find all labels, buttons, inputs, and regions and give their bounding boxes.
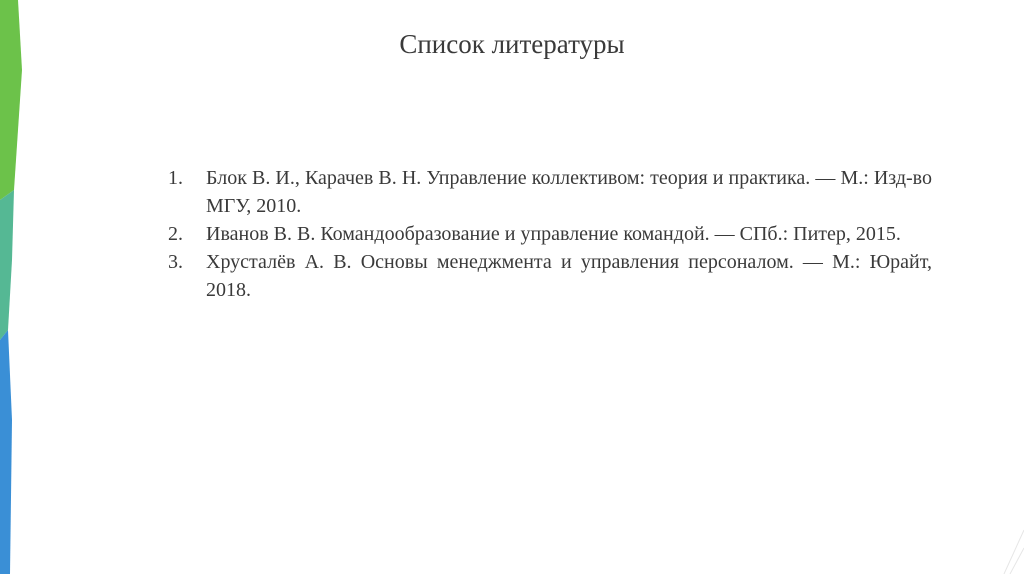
reference-item — [168, 248, 932, 304]
reference-number: 2. — [168, 223, 183, 245]
reference-number: 3. — [168, 251, 183, 273]
reference-item — [168, 164, 932, 220]
reference-text: Блок В. И., Карачев В. Н. Управление коллективом: теория и практика. — М.: Изд-во МГУ, 2010. — [206, 167, 932, 217]
left-accent-shape — [0, 0, 24, 574]
reference-list — [168, 164, 932, 304]
reference-text: Хрусталёв А. В. Основы менеджмента и управления персоналом. — М.: Юрайт, 2018. — [206, 251, 932, 301]
right-decor-lines — [1000, 0, 1024, 574]
reference-item — [168, 220, 932, 248]
reference-text: Иванов В. В. Командообразование и управление командой. — СПб.: Питер, 2015. — [206, 223, 901, 245]
reference-number: 1. — [168, 167, 183, 189]
slide-title: Список литературы — [399, 29, 625, 59]
